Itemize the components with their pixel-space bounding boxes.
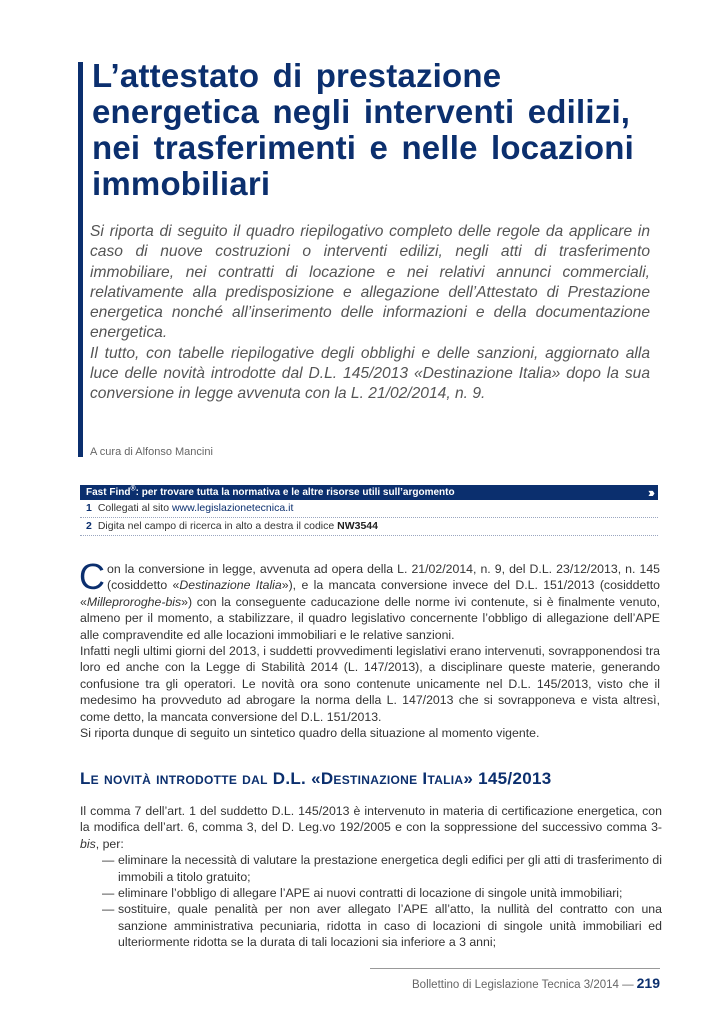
- step-number: 2: [86, 520, 92, 532]
- title-accent-bar: [78, 62, 83, 457]
- italic-run: bis: [80, 836, 96, 851]
- section-body: [80, 803, 662, 951]
- list-item: [80, 901, 662, 950]
- section-intro: [80, 803, 662, 852]
- list-item-text: eliminare la necessità di valutare la prestazione energetica degli edifici per gli atti di trasferimento di immobili a titolo gratuito;: [118, 853, 662, 884]
- list-item: [80, 885, 662, 901]
- fast-find-label: Fast Find: [86, 487, 131, 498]
- publication-name: Bollettino di Legislazione Tecnica 3/2014 —: [412, 979, 634, 991]
- article-body: [79, 556, 660, 741]
- section-heading: Le novità introdotte dal D.L. «Destinazione Italia» 145/2013: [80, 769, 552, 788]
- dash-bullet: —: [102, 886, 115, 901]
- fast-find-step-2: [80, 518, 658, 536]
- chevron-right-icon: ›››: [648, 485, 652, 500]
- dash-bullet: —: [102, 902, 115, 917]
- bullet-list: [80, 852, 662, 950]
- article-abstract: [90, 222, 650, 405]
- text-run: Il comma 7 dell’art. 1 del suddetto D.L. 145/2013 è intervenuto in materia di certificazione energetica, con la modifica dell’art. 6, comma 3, del D. Leg.vo 192/2005 e con la soppressione del successivo comma 3-: [80, 804, 662, 835]
- author-credit: A cura di Alfonso Mancini: [90, 446, 213, 458]
- page-number: 219: [636, 975, 660, 991]
- list-item-text: eliminare l’obbligo di allegare l’APE ai nuovi contratti di locazione di singole unità immobiliari;: [118, 886, 623, 901]
- fast-find-header: [80, 485, 658, 500]
- step-text: Digita nel campo di ricerca in alto a destra il codice: [97, 520, 338, 532]
- fast-find-step-1: [80, 500, 658, 518]
- body-paragraph-3: Si riporta dunque di seguito un sintetico quadro della situazione al momento vigente.: [80, 726, 540, 741]
- page-footer: [412, 975, 660, 991]
- article-title: L’attestato di prestazione energetica negli interventi edilizi, nei trasferimenti e nelle locazioni immobiliari: [92, 57, 634, 202]
- dash-bullet: —: [102, 853, 115, 868]
- italic-run: Milleproroghe-bis: [86, 594, 182, 609]
- italic-run: Destinazione Italia: [179, 578, 282, 593]
- list-item: [80, 852, 662, 885]
- text-run: ») con la conseguente caducazione delle norme ivi contenute, si è finalmente venuto, almeno per il momento, a stabilizzare, il quadro legislativo concernente l’obbligo di allegazione dell’APE alle compravendite ed alle locazioni immobiliari e le relative sanzioni.: [80, 594, 660, 642]
- drop-cap: C: [79, 556, 105, 597]
- text-run: , per:: [95, 836, 124, 851]
- registered-mark: ®: [130, 485, 136, 493]
- list-item-text: sostituire, quale penalità per non aver allegato l’APE all’atto, la nullità del contratto con una sanzione amministrativa pecuniaria, ridotta in caso di locazioni di singole unità immobiliari ed ulteriormente ridotta se la durata di tali locazioni sia inferiore a 3 anni;: [118, 902, 662, 950]
- text-run: »), e la mancata conversione invece del D.L. 151/2013 (cosiddetto «: [80, 578, 660, 609]
- search-code: NW3544: [337, 520, 378, 532]
- body-paragraph-1: [79, 556, 660, 643]
- step-text: Collegati al sito: [97, 502, 172, 514]
- body-paragraph-2: Infatti negli ultimi giorni del 2013, i suddetti provvedimenti legislativi erano intervenuti, sovrapponendosi tra loro ed anche con la Legge di Stabilità 2014 (L. 147/2013), a disciplinare queste materie, generando confusione tra gli operatori. Le novità ora sono contenute unicamente nel D.L. 145/2013, visto che il medesimo ha provveduto ad abrogare la norma della L. 147/2013 che si sovrapponeva e vista altresì, come detto, la mancata conversione del D.L. 151/2013.: [80, 644, 660, 724]
- step-number: 1: [86, 502, 92, 514]
- footer-rule: [370, 968, 660, 969]
- text-run: on la conversione in legge, avvenuta ad opera della L. 21/02/2014, n. 9, del D.L. 23/12/2013, n. 145 (cosiddetto «: [107, 562, 660, 593]
- abstract-paragraph-1: Si riporta di seguito il quadro riepilogativo completo delle regole da applicare in caso di nuove costruzioni o interventi edilizi, negli atti di trasferimento immobiliare, nei contratti di locazione e nei relativi annunci commerciali, relativamente alla predisposizione e allegazione dell’Attestato di Prestazione energetica nonché all’inserimento delle informazioni e della documentazione energetica.: [90, 223, 650, 342]
- fast-find-box: [80, 485, 658, 536]
- abstract-paragraph-2: Il tutto, con tabelle riepilogative degli obblighi e delle sanzioni, aggiornato alla luce delle novità introdotte dal D.L. 145/2013 «Destinazione Italia» dopo la sua conversione in legge avvenuta con la L. 21/02/2014, n. 9.: [90, 344, 650, 403]
- website-link[interactable]: www.legislazionetecnica.it: [171, 502, 294, 514]
- fast-find-description: : per trovare tutta la normativa e le altre risorse utili sull’argomento: [135, 487, 455, 498]
